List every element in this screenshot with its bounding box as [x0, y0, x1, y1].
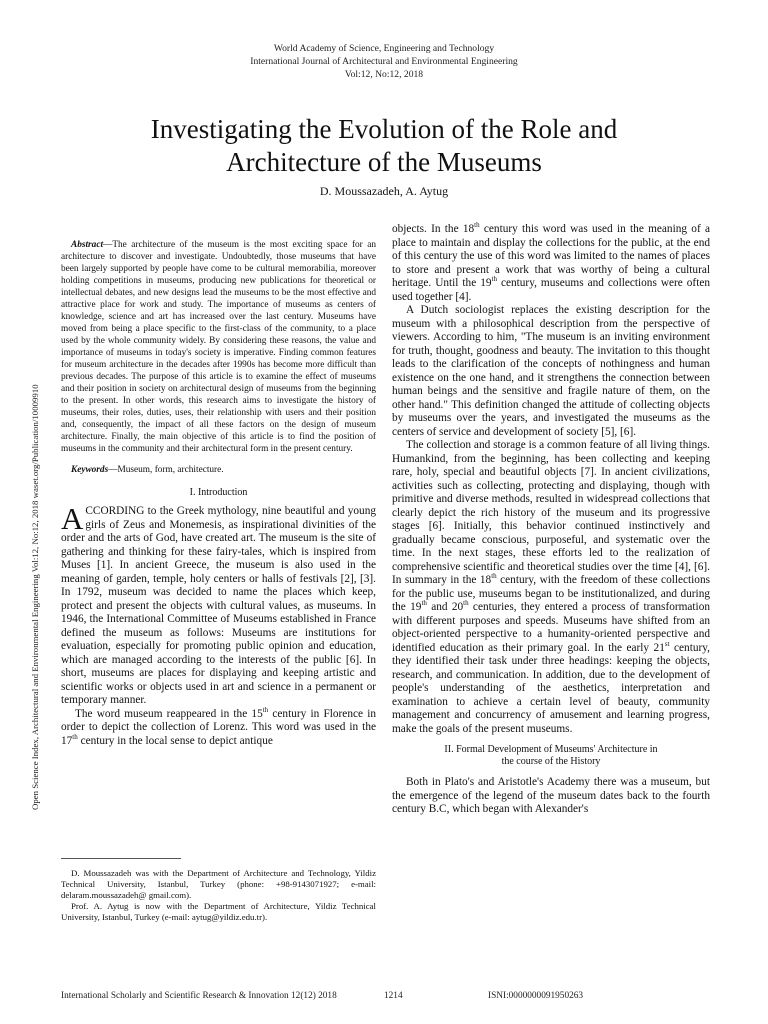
right-paragraph-4: Both in Plato's and Aristotle's Academy there was a museum, but the emergence of the legend of the museum dates back to the fourth century B.C, which began with Alexander's [392, 776, 710, 815]
paper-title [40, 113, 728, 179]
abstract-text: —The architecture of the museum is the most exciting space for an architecture to discover and investigate. Undoubtedly, those museums that have been largely supported by people have come to be cultural memorabilia, moreover holding competitions in museums, producing new publications for theoretical or intellectual debates, and new designs lead the museums to be the most effective and attractive place for work and study. The importance of museums as centers of knowledge, science and art has increased over the last century. Museums have moved from being a place specific to the first-class of the community, to a place used by the whole community widely. By considering these reasons, the value and importance of museums in today's society is imperative. Finding common features for museum architecture in the decades after 1990s has become more difficult than previous decades. The purpose of this article is to examine the effect of museums and their position in society on architectural design of museums from the beginning to the present. In other words, this research aims to investigate the history of museums, their roles, duties, uses, their relationship with users and their position and, consequently, the impact of all these factors on the design of museum architecture. Finally, the main objective of this article is to find the position of museums in the community and their architectural form in the present century. [61, 240, 376, 454]
keywords-label: Keywords [71, 465, 109, 475]
footer-publisher: International Scholarly and Scientific Research & Innovation 12(12) 2018 [61, 991, 337, 1001]
abstract-label: Abstract [71, 240, 104, 250]
journal-volume: Vol:12, No:12, 2018 [344, 69, 424, 80]
section-heading-formal-development: II. Formal Development of Museums' Architecture in the course of the History [444, 744, 658, 767]
footer-page-number: 1214 [384, 991, 403, 1001]
footnote-divider [61, 858, 181, 859]
footer-isni: ISNI:0000000091950263 [488, 991, 584, 1001]
journal-name: World Academy of Science, Engineering and Technology [273, 43, 495, 54]
right-paragraph-1: objects. In the 18th century this word was used in the meaning of a place to maintain and display the collections for the public, at the end of this century the use of this word was limited to the names of places to store and present a work that was worthy of being a cultural heritage. Until the 19th century, museums and collections were often used together [4]. [392, 221, 710, 303]
authors: D. Moussazadeh, A. Aytug [319, 184, 449, 198]
title-line-2: Architecture of the Museums [226, 147, 542, 177]
title-line-1: Investigating the Evolution of the Role and [150, 114, 618, 144]
right-paragraph-2: A Dutch sociologist replaces the existing description for the museum with a philosophical description from the perspective of viewers. According to him, "The museum is an inviting environment for truth, thought, goodness and beauty. The invitation to this thought leads to the clarification of the concepts of nothingness and human existence on the one hand, and it strengthens the connection between human beings and the sensitive and fragile nature of them, on the other hand." This definition changed the attitude of collecting objects by museums over the years, and investigated the museums as the centers of service and development of society [5], [6]. [392, 304, 710, 438]
drop-cap: A [61, 501, 84, 536]
intro-paragraph-1: ACCORDING to the Greek mythology, nine beautiful and young girls of Zeus and Monemesis, as inspirational divinities of the order and the arts of God, have created art. The museum is the site of gathering and thinking for these fairy-tales, which is inspired from Muses [1]. In ancient Greece, the museum is also used in the meaning of garden, temple, holy centers or halls of festivals [2], [3]. In 1792, museum was decided to name the places which keep, protect and present the objects with cultural values, as museums. In 1946, the International Committee of Museums established in France defined the museum as follows: Museums are institutions for evaluation, especially for promoting public opinion and education, which are managed according to the interests of the public [6]. In short, museums are places for displaying and keeping artistic and scientific works or objects used in art and science in a permanent or temporary manner. [61, 501, 376, 706]
left-column [61, 239, 376, 748]
right-paragraph-3: The collection and storage is a common feature of all living things. Humankind, from the beginning, has been collecting and keeping rare, holy, special and beautiful objects [7]. In ancient civilizations, activities such as collecting, protecting and displaying, though with primitive and diverse methods, resulted in widespread collections that clearly depict the rich history of the museum and its progressive stages [6]. Initially, this behavior continued instinctively and gradually became conscious, purposeful, and systematic over the time. In the next stages, these efforts led to the realization of comprehensive scientific and theoretical studies over the time [4], [6]. In summary in the 18th century, with the freedom of these collections for the public use, museums began to be institutionalized, and during the 19th and 20th centuries, they entered a process of transformation with different purposes and speeds. Museums have shifted from an object-oriented perspective to a humanity-oriented perspective and identified education as their primary goal. In the early 21st century, they identified their task under three headings: keeping the objects, research, and communication. In addition, due to the development of people's understanding of the aesthetics, interpretation and examination to achieve a certain level of beauty, community management and concurrency of amusement and learning progress, make the goals of the present museums. [392, 439, 710, 735]
right-column [392, 223, 710, 817]
journal-subtitle: International Journal of Architectural and Environmental Engineering [250, 56, 518, 67]
keywords [61, 464, 376, 476]
footnote-1: D. Moussazadeh was with the Department of Architecture and Technology, Yildiz Technical University, Istanbul, Turkey (phone: +98-9143071927; e-mail: delaram.moussazadeh@ gmail.com). [61, 868, 376, 900]
open-science-index-sidebar: Open Science Index, Architectural and Environmental Engineering Vol:12, No:12, 2018 waset.org/Publication/10009910 [30, 384, 40, 810]
intro-paragraph-2: The word museum reappeared in the 15th century in Florence in order to depict the collection of Lorenz. This word was used in the 17th century in the local sense to depict antique [61, 705, 376, 747]
abstract [61, 239, 376, 455]
author-footnotes [61, 868, 376, 923]
footnote-2: Prof. A. Aytug is now with the Department of Architecture, Yildiz Technical University, Istanbul, Turkey (e-mail: aytug@yildiz.edu.tr). [61, 901, 376, 922]
section-heading-introduction: I. Introduction [189, 487, 248, 498]
keywords-text: —Museum, form, architecture. [108, 465, 224, 475]
